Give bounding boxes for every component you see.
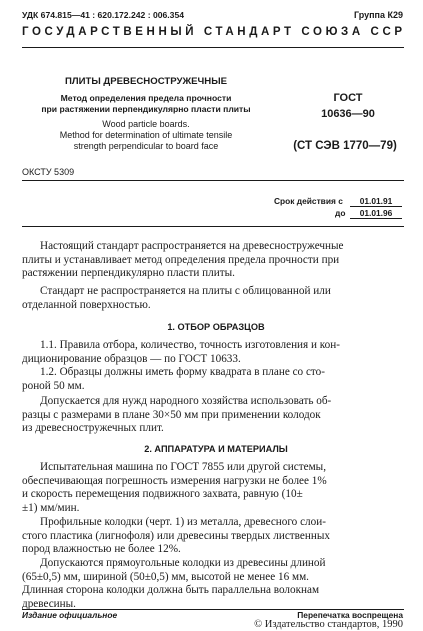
text-line: и скорость перемещения подвижного захвата, равную (10± [22, 488, 303, 501]
text-line: из древесностружечных плит. [22, 422, 164, 435]
st-sev-number: (СТ СЭВ 1770—79) [293, 140, 397, 152]
validity-to-label: до [335, 208, 346, 218]
edition-note: Издание официальное [22, 610, 118, 620]
text-line: (65±0,5) мм, шириной (50±0,5) мм, высотой не менее 16 мм. [22, 570, 309, 583]
text-line: плиты и устанавливает метод определения предела прочности при [22, 253, 340, 266]
document-title-en-1: Wood particle boards. [102, 119, 190, 129]
section-1-para-1 [22, 339, 410, 366]
text-line: Стандарт не распространяется на плиты с облицованной или [40, 285, 331, 297]
section-1-para-3 [22, 395, 410, 436]
text-line: ±1) мм/мин. [22, 501, 80, 514]
title-block-rule [22, 180, 404, 181]
document-title-en-3: strength perpendicular to board face [73, 141, 219, 151]
text-line: древесины. [22, 597, 76, 610]
text-line: обеспечивающая погрешность измерения нагрузки не более 1% [22, 474, 327, 487]
intro-paragraph-1 [22, 240, 410, 281]
text-line: 1.2. Образцы должны иметь форму квадрата в плане со сто- [40, 366, 325, 378]
section-2-para-1 [22, 461, 410, 515]
text-line: Допускаются прямоугольные колодки из древесины длиной [40, 557, 326, 569]
text-line: стого пластика (лигнофоля) или древесины твердых лиственных [22, 529, 330, 542]
section-2-para-3 [22, 557, 410, 611]
copyright-note: © Издательство стандартов, 1990 [254, 619, 403, 630]
validity-rule [22, 226, 404, 227]
reprint-note: Перепечатка воспрещена [297, 610, 403, 620]
text-line: Профильные колодки (черт. 1) из металла, древесного слои- [40, 516, 326, 528]
section-1-para-2 [22, 366, 410, 393]
text-line: Длинная сторона колодки должна быть параллельна волокнам [22, 584, 320, 597]
section-2-heading: 2. АППАРАТУРА И МАТЕРИАЛЫ [144, 444, 288, 454]
text-line: Настоящий стандарт распространяется на древесностружечные [40, 240, 344, 252]
gost-label: ГОСТ [333, 92, 363, 104]
gost-number: 10636—90 [321, 108, 375, 120]
group-code: Группа К29 [353, 10, 403, 20]
text-line: Испытательная машина по ГОСТ 7855 или другой системы, [40, 461, 326, 473]
validity-to-date: 01.01.96 [350, 208, 402, 219]
validity-from-date: 01.01.91 [350, 196, 402, 207]
text-line: растяжении перпендикулярно пласти плиты. [22, 267, 235, 280]
udk-code: УДК 674.815—41 : 620.172.242 : 006.354 [22, 10, 185, 20]
document-subtitle-ru-2: при растяжении перпендикулярно пласти плиты [41, 104, 251, 114]
text-line: роной 50 мм. [22, 379, 85, 392]
document-title-en-2: Method for determination of ultimate tensile [59, 130, 233, 140]
text-line: диционирование образцов — по ГОСТ 10633. [22, 352, 241, 365]
text-line: Допускается для нужд народного хозяйства использовать об- [40, 395, 332, 407]
okstu-code: ОКСТУ 5309 [22, 167, 75, 177]
text-line: разцы с размерами в плане 30×50 мм при применении колодок [22, 408, 321, 421]
text-line: 1.1. Правила отбора, количество, точность изготовления и кон- [40, 339, 340, 351]
section-2-para-2 [22, 516, 410, 557]
document-title-ru: ПЛИТЫ ДРЕВЕСНОСТРУЖЕЧНЫЕ [64, 76, 228, 87]
validity-from-label: Срок действия с [274, 196, 343, 206]
section-1-heading: 1. ОТБОР ОБРАЗЦОВ [167, 322, 265, 332]
document-subtitle-ru-1: Метод определения предела прочности [60, 93, 232, 103]
text-line: отделанной поверхностью. [22, 298, 151, 311]
state-standard-banner: ГОСУДАРСТВЕННЫЙ СТАНДАРТ СОЮЗА ССР [22, 26, 406, 38]
text-line: пород влажностью не более 12%. [22, 543, 181, 556]
intro-paragraph-2 [22, 285, 410, 312]
header-rule [22, 47, 404, 48]
